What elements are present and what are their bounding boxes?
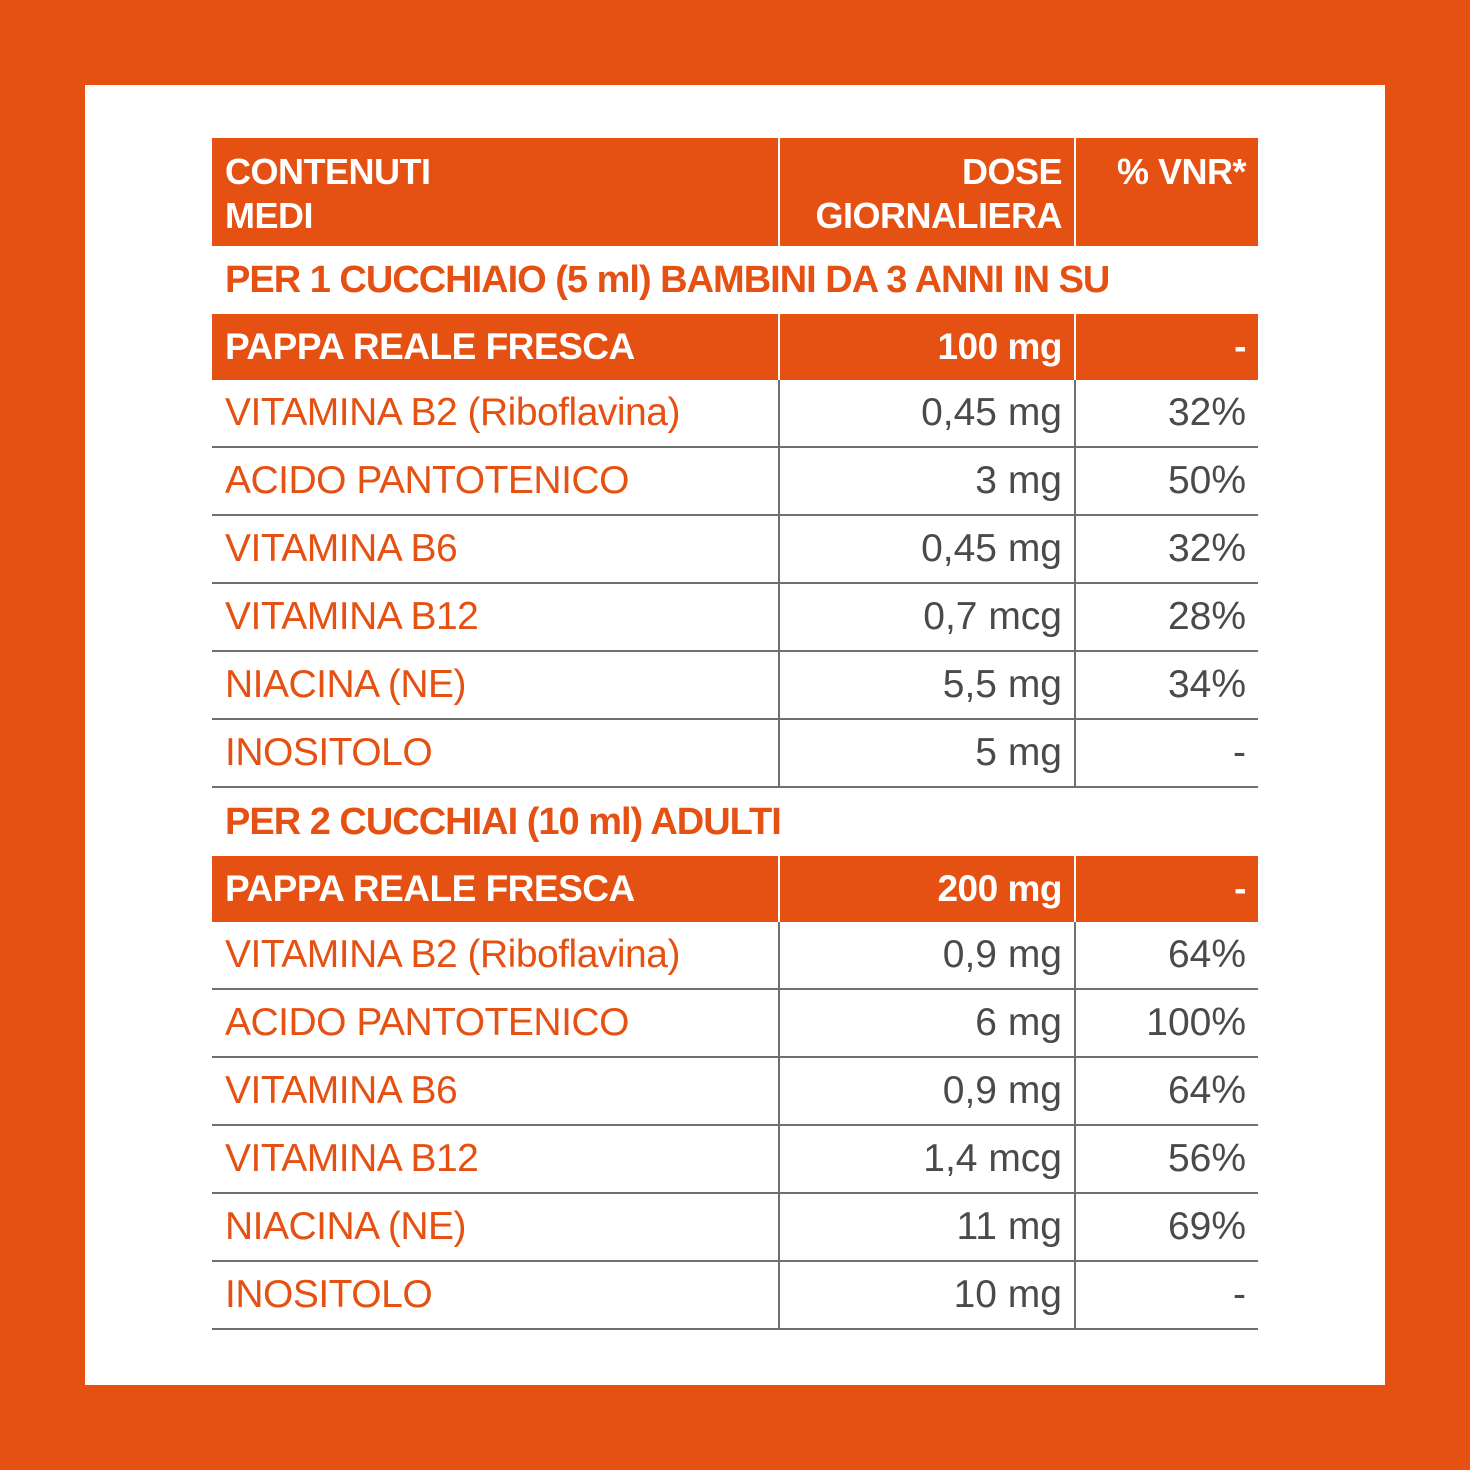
table-row bbox=[212, 380, 1258, 448]
row-name: VITAMINA B6 bbox=[225, 1069, 458, 1112]
row-dose: 0,45 mg bbox=[778, 380, 1074, 446]
row-vnr: 28% bbox=[1074, 584, 1258, 650]
table-row bbox=[212, 1058, 1258, 1126]
highlight-row bbox=[212, 314, 1258, 380]
row-name: INOSITOLO bbox=[225, 731, 433, 774]
row-dose: 5 mg bbox=[778, 720, 1074, 786]
table-row bbox=[212, 1126, 1258, 1194]
row-vnr: - bbox=[1074, 720, 1258, 786]
table-header bbox=[212, 138, 1258, 246]
row-name: INOSITOLO bbox=[225, 1273, 433, 1316]
nutrition-card bbox=[85, 85, 1385, 1385]
header-contenuti-line1: CONTENUTI bbox=[225, 151, 431, 192]
row-dose: 10 mg bbox=[778, 1262, 1074, 1328]
header-dose bbox=[778, 138, 1074, 246]
section-title: PER 2 CUCCHIAI (10 ml) ADULTI bbox=[225, 801, 781, 843]
row-name: NIACINA (NE) bbox=[225, 663, 467, 706]
table-row bbox=[212, 1262, 1258, 1330]
section-title: PER 1 CUCCHIAIO (5 ml) BAMBINI DA 3 ANNI IN SU bbox=[225, 259, 1110, 301]
row-dose: 3 mg bbox=[778, 448, 1074, 514]
row-vnr: 56% bbox=[1074, 1126, 1258, 1192]
row-dose: 0,9 mg bbox=[778, 922, 1074, 988]
nutrition-table bbox=[212, 138, 1258, 1330]
row-vnr: 64% bbox=[1074, 922, 1258, 988]
row-name: VITAMINA B12 bbox=[225, 1137, 479, 1180]
row-name: PAPPA REALE FRESCA bbox=[225, 326, 635, 367]
table-row bbox=[212, 922, 1258, 990]
row-name: VITAMINA B12 bbox=[225, 595, 479, 638]
row-dose: 0,9 mg bbox=[778, 1058, 1074, 1124]
row-vnr: 34% bbox=[1074, 652, 1258, 718]
row-name: VITAMINA B2 (Riboflavina) bbox=[225, 391, 680, 434]
row-vnr: - bbox=[1074, 314, 1258, 380]
header-contenuti-line2: MEDI bbox=[225, 195, 313, 236]
row-vnr: 32% bbox=[1074, 380, 1258, 446]
row-vnr: - bbox=[1074, 1262, 1258, 1328]
table-row bbox=[212, 516, 1258, 584]
row-name: VITAMINA B6 bbox=[225, 527, 458, 570]
table-row bbox=[212, 720, 1258, 788]
header-vnr: % VNR* bbox=[1074, 138, 1258, 246]
header-contenuti bbox=[212, 138, 778, 246]
row-dose: 5,5 mg bbox=[778, 652, 1074, 718]
row-name: ACIDO PANTOTENICO bbox=[225, 1001, 629, 1044]
row-dose: 6 mg bbox=[778, 990, 1074, 1056]
row-vnr: - bbox=[1074, 856, 1258, 922]
row-name: ACIDO PANTOTENICO bbox=[225, 459, 629, 502]
row-dose: 0,45 mg bbox=[778, 516, 1074, 582]
table-row bbox=[212, 1194, 1258, 1262]
table-row bbox=[212, 652, 1258, 720]
row-vnr: 69% bbox=[1074, 1194, 1258, 1260]
row-name: PAPPA REALE FRESCA bbox=[225, 868, 635, 909]
row-dose: 11 mg bbox=[778, 1194, 1074, 1260]
row-dose: 0,7 mcg bbox=[778, 584, 1074, 650]
row-dose: 1,4 mcg bbox=[778, 1126, 1074, 1192]
row-name: NIACINA (NE) bbox=[225, 1205, 467, 1248]
header-dose-line2: GIORNALIERA bbox=[815, 195, 1062, 236]
header-dose-line1: DOSE bbox=[961, 151, 1062, 192]
row-dose: 200 mg bbox=[778, 856, 1074, 922]
table-row bbox=[212, 448, 1258, 516]
row-vnr: 32% bbox=[1074, 516, 1258, 582]
table-row bbox=[212, 584, 1258, 652]
row-vnr: 64% bbox=[1074, 1058, 1258, 1124]
highlight-row bbox=[212, 856, 1258, 922]
row-dose: 100 mg bbox=[778, 314, 1074, 380]
row-name: VITAMINA B2 (Riboflavina) bbox=[225, 933, 680, 976]
row-vnr: 50% bbox=[1074, 448, 1258, 514]
row-vnr: 100% bbox=[1074, 990, 1258, 1056]
table-row bbox=[212, 990, 1258, 1058]
